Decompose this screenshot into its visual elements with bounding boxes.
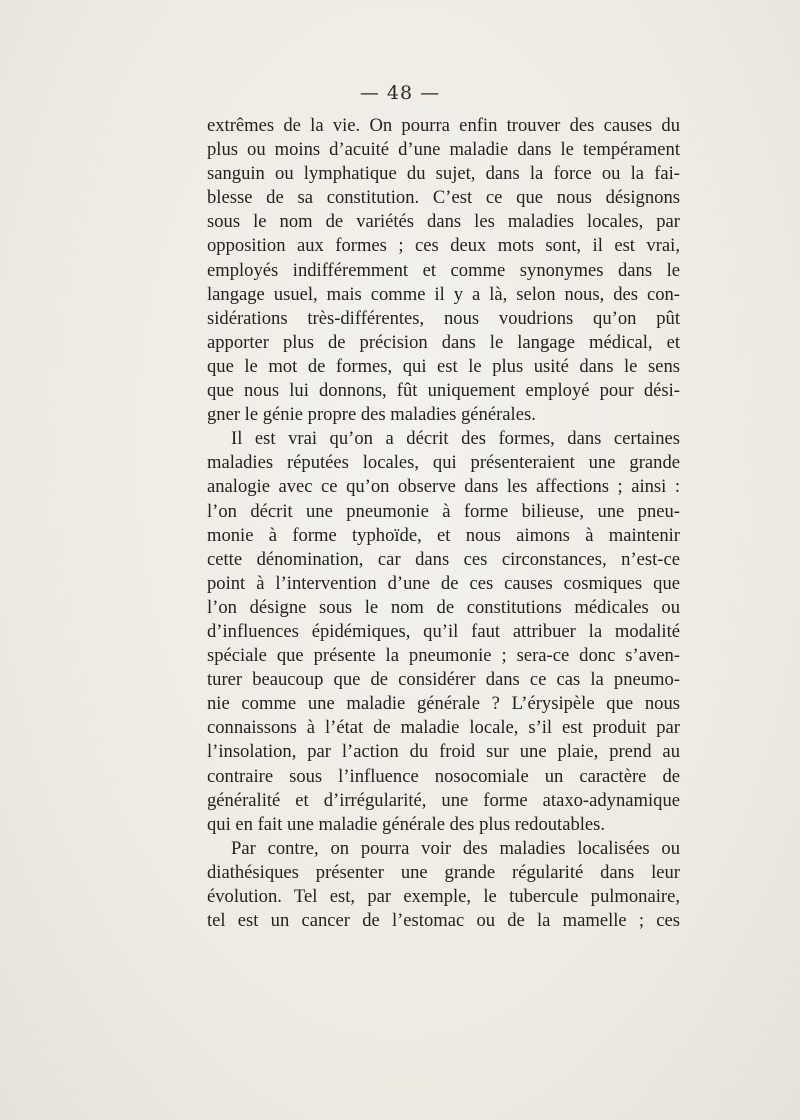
text-line: spéciale que présente la pneumonie ; sera-ce donc s’aven- [207, 645, 680, 667]
text-line: extrêmes de la vie. On pourra enfin trouver des causes du [207, 115, 680, 136]
text-line: blesse de sa constitution. C’est ce que nous désignons [207, 187, 680, 209]
body-text [207, 114, 680, 933]
text-line: que nous lui donnons, fût uniquement employé pour dési- [207, 380, 680, 402]
text-line: plus ou moins d’acuité d’une maladie dans le tempérament [207, 139, 680, 161]
text-line: Par contre, on pourra voir des maladies localisées ou [231, 837, 680, 859]
text-line: que le mot de formes, qui est le plus usité dans le sens [207, 355, 680, 377]
text-line: analogie avec ce qu’on observe dans les affections ; ainsi : [207, 476, 680, 498]
text-line: qui en fait une maladie générale des plus redoutables. [207, 813, 606, 835]
text-line: langage usuel, mais comme il y a là, selon nous, des con- [207, 283, 680, 305]
text-line: point à l’intervention d’une de ces causes cosmiques que [207, 572, 680, 594]
text-line: tel est un cancer de l’estomac ou de la mamelle ; ces [207, 910, 680, 932]
text-line: connaissons à l’état de maladie locale, s’il est produit par [207, 717, 680, 739]
text-line: Il est vrai qu’on a décrit des formes, dans certaines [231, 428, 680, 450]
page-number: — 48 — [359, 82, 441, 104]
text-line: l’on désigne sous le nom de constitutions médicales ou [207, 596, 680, 618]
text-line: généralité et d’irrégularité, une forme ataxo-adynamique [207, 789, 680, 811]
text-line: nie comme une maladie générale ? L’érysipèle que nous [207, 693, 680, 715]
text-line: employés indifféremment et comme synonymes dans le [207, 259, 680, 281]
text-line: sidérations très-différentes, nous voudrions qu’on pût [207, 307, 680, 329]
text-line: contraire sous l’influence nosocomiale un caractère de [207, 765, 680, 787]
text-line: apporter plus de précision dans le langage médical, et [207, 331, 680, 353]
text-line: d’influences épidémiques, qu’il faut attribuer la modalité [207, 620, 680, 642]
text-line: diathésiques présenter une grande régularité dans leur [207, 861, 680, 883]
text-line: cette dénomination, car dans ces circonstances, n’est-ce [207, 548, 680, 570]
text-line: opposition aux formes ; ces deux mots sont, il est vrai, [207, 235, 680, 257]
text-line: évolution. Tel est, par exemple, le tubercule pulmonaire, [207, 886, 680, 907]
text-line: sanguin ou lymphatique du sujet, dans la force ou la fai- [207, 163, 680, 185]
text-line: gner le génie propre des maladies générales. [207, 404, 536, 426]
text-line: l’on décrit une pneumonie à forme bilieuse, une pneu- [207, 500, 680, 522]
text-line: sous le nom de variétés dans les maladies locales, par [207, 211, 680, 233]
text-line: l’insolation, par l’action du froid sur une plaie, prend au [207, 741, 680, 763]
text-line: maladies réputées locales, qui présenteraient une grande [207, 452, 680, 474]
text-line: monie à forme typhoïde, et nous aimons à maintenir [207, 524, 680, 546]
text-line: turer beaucoup que de considérer dans ce cas la pneumo- [207, 669, 680, 691]
